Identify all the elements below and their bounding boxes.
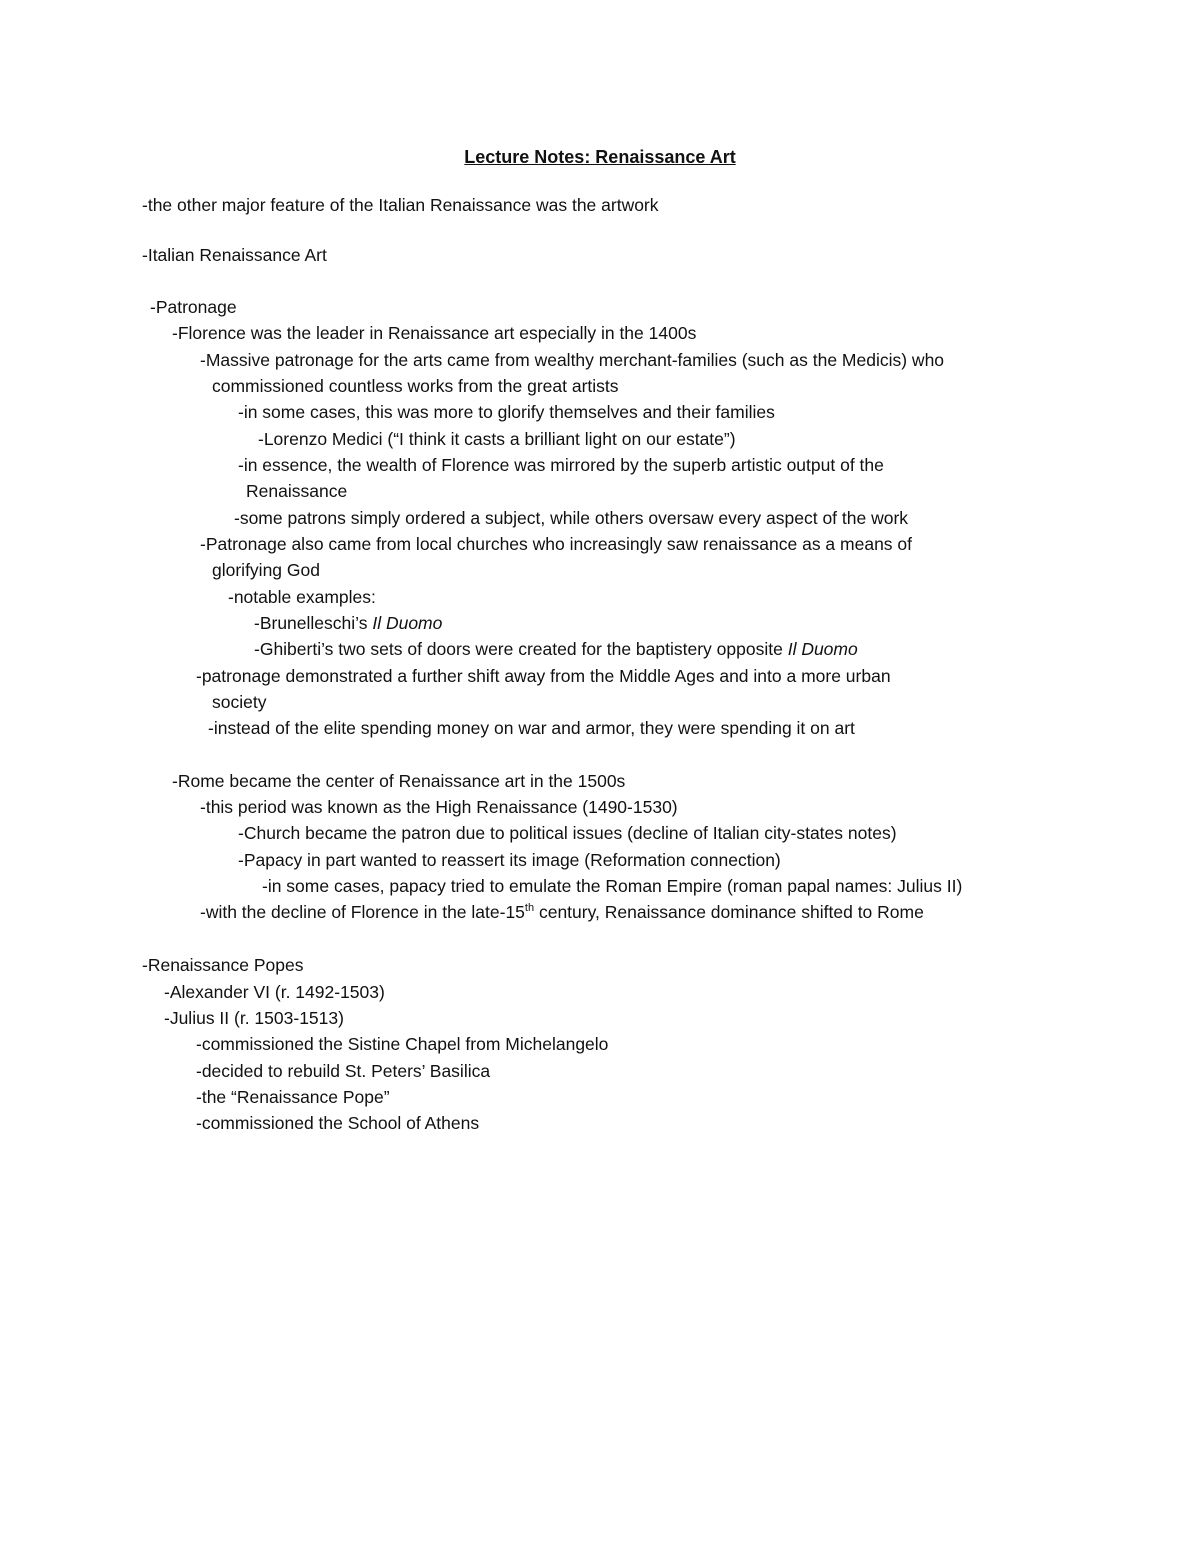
note-line: -Florence was the leader in Renaissance art especially in the 1400s xyxy=(172,323,697,343)
note-line: -Patronage xyxy=(150,297,237,317)
note-line: -Rome became the center of Renaissance art in the 1500s xyxy=(172,771,626,791)
note-line: -Papacy in part wanted to reassert its image (Reformation connection) xyxy=(238,850,781,870)
note-line: Renaissance xyxy=(246,481,348,501)
note-line: -Italian Renaissance Art xyxy=(142,245,327,265)
superscript-text: th xyxy=(524,902,535,915)
note-line: -Brunelleschi’s Il Duomo xyxy=(254,613,443,633)
note-line: -in essence, the wealth of Florence was mirrored by the superb artistic output of the xyxy=(238,455,884,475)
note-line: -instead of the elite spending money on war and armor, they were spending it on art xyxy=(208,718,855,738)
note-line: -this period was known as the High Renaissance (1490-1530) xyxy=(200,797,678,817)
note-line: -notable examples: xyxy=(228,587,376,607)
note-line: -decided to rebuild St. Peters’ Basilica xyxy=(196,1061,491,1081)
note-line: -commissioned the Sistine Chapel from Michelangelo xyxy=(196,1034,609,1054)
note-line: -commissioned the School of Athens xyxy=(196,1113,480,1133)
note-line: -Alexander VI (r. 1492-1503) xyxy=(164,982,385,1002)
emphasis-text: Il Duomo xyxy=(372,613,443,633)
note-line: glorifying God xyxy=(212,560,320,580)
emphasis-text: Il Duomo xyxy=(787,639,858,659)
note-line: commissioned countless works from the great artists xyxy=(212,376,619,396)
note-line: -in some cases, this was more to glorify themselves and their families xyxy=(238,402,775,422)
note-line: -Massive patronage for the arts came from wealthy merchant-families (such as the Medicis) who xyxy=(200,350,945,370)
note-line: -with the decline of Florence in the late-15th century, Renaissance dominance shifted to Rome xyxy=(200,902,924,922)
note-line: society xyxy=(212,692,267,712)
note-line: -Church became the patron due to political issues (decline of Italian city-states notes) xyxy=(238,823,897,843)
note-line: -Patronage also came from local churches who increasingly saw renaissance as a means of xyxy=(200,534,913,554)
note-line: -Renaissance Popes xyxy=(142,955,304,975)
note-line: -in some cases, papacy tried to emulate the Roman Empire (roman papal names: Julius II) xyxy=(262,876,963,896)
note-line: -Lorenzo Medici (“I think it casts a brilliant light on our estate”) xyxy=(258,429,736,449)
page-title: Lecture Notes: Renaissance Art xyxy=(464,147,736,167)
note-line: -some patrons simply ordered a subject, while others oversaw every aspect of the work xyxy=(234,508,909,528)
note-line: -the “Renaissance Pope” xyxy=(196,1087,390,1107)
note-line: -Julius II (r. 1503-1513) xyxy=(164,1008,344,1028)
note-line: -patronage demonstrated a further shift away from the Middle Ages and into a more urban xyxy=(196,666,891,686)
note-line: -the other major feature of the Italian Renaissance was the artwork xyxy=(142,195,659,215)
note-line: -Ghiberti’s two sets of doors were created for the baptistery opposite Il Duomo xyxy=(254,639,858,659)
